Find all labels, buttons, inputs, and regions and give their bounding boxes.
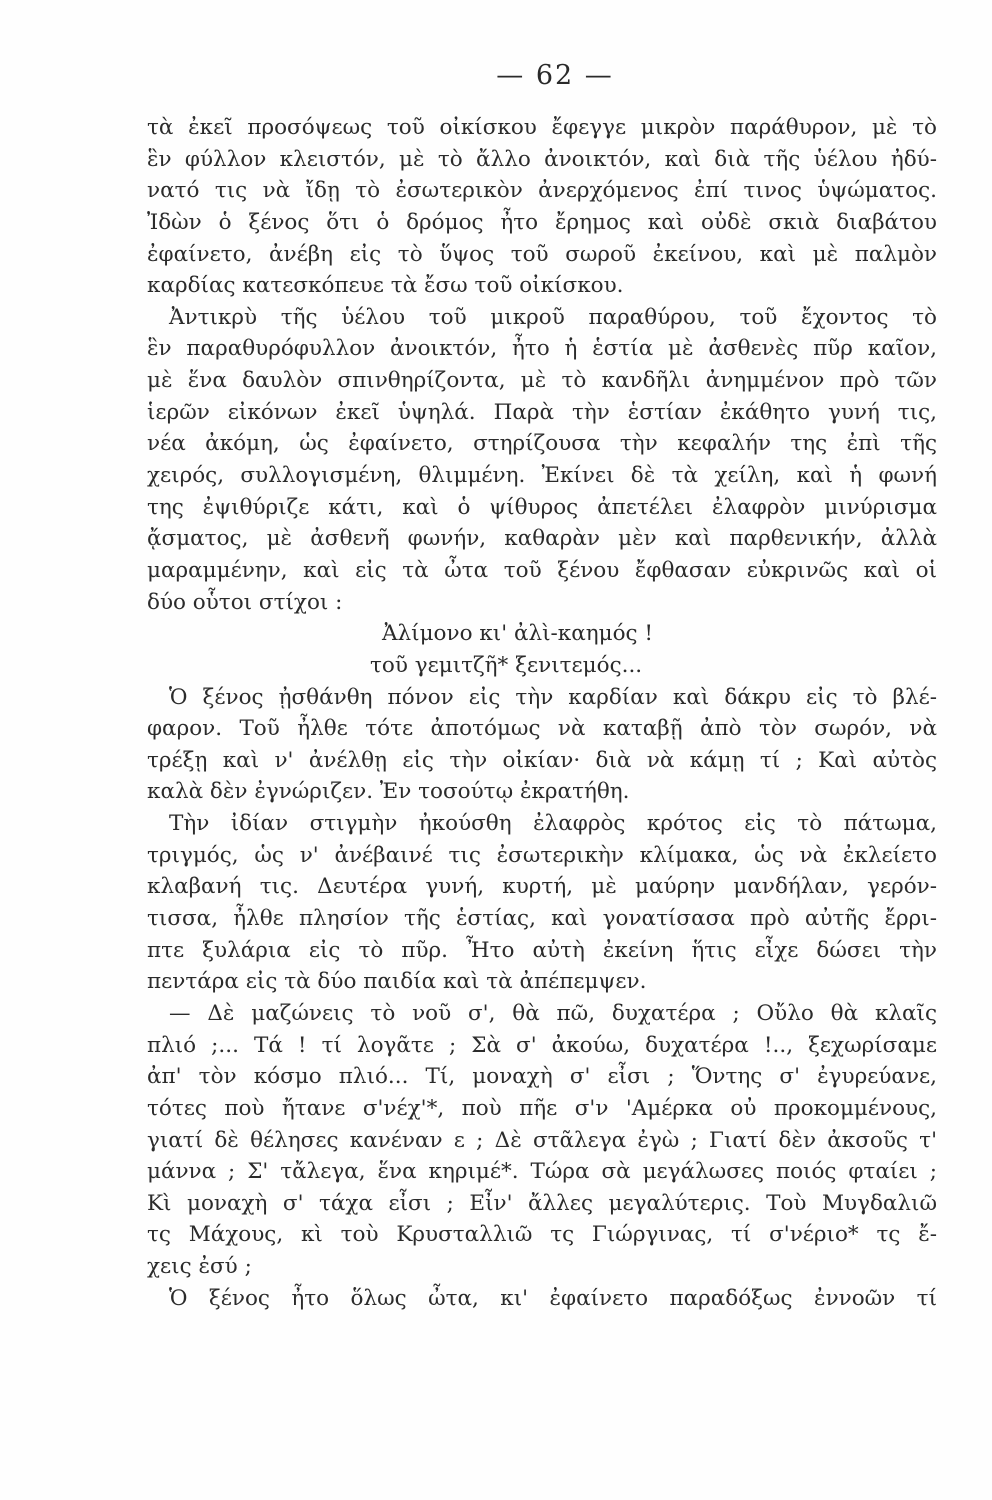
- text-line: μάννα ; Σ' τἄλεγα, ἕνα κηριμέ*. Τώρα σὰ μεγάλωσες ποιός φταίει ;: [147, 1159, 937, 1185]
- text-line: Ἀντικρὺ τῆς ὑέλου τοῦ μικροῦ παραθύρου, τοῦ ἔχοντος τὸ: [169, 304, 937, 330]
- text-line: γιατί δὲ θέλησες κανέναν ε ; Δὲ στᾶλεγα ἐγὼ ; Γιατί δὲν ἀκσοῦς τ': [147, 1127, 937, 1153]
- text-line: τότες ποὺ ἤτανε σ'νέχ'*, ποὺ πῆε σ'ν 'Αμέρκα οὐ προκομμένους,: [147, 1095, 937, 1121]
- text-line: πεντάρα εἰς τὰ δύο παιδία καὶ τὰ ἀπέπεμψεν.: [147, 969, 647, 995]
- text-line: ἱερῶν εἰκόνων ἐκεῖ ὑψηλά. Παρὰ τὴν ἑστίαν ἐκάθητο γυνή τις,: [147, 399, 937, 425]
- text-line: τς Μάχους, κὶ τοὺ Κρυσταλλιῶ τς Γιώργινας, τί σ'νέριο* τς ἔ-: [147, 1222, 937, 1248]
- text-line: Ἰδὼν ὁ ξένος ὅτι ὁ δρόμος ἦτο ἔρημος καὶ οὐδὲ σκιὰ διαβάτου: [147, 209, 937, 235]
- text-line: χειρός, συλλογισμένη, θλιμμένη. Ἐκίνει δὲ τὰ χείλη, καὶ ἡ φωνή: [147, 463, 937, 489]
- text-line: νατό τις νὰ ἴδῃ τὸ ἐσωτερικὸν ἀνερχόμενος ἐπί τινος ὑψώματος.: [147, 178, 937, 204]
- text-line: χεις ἐσύ ;: [147, 1254, 252, 1280]
- body-text: [147, 112, 937, 1314]
- text-line: ἓν παραθυρόφυλλον ἀνοικτόν, ἦτο ἡ ἑστία μὲ ἀσθενὲς πῦρ καῖον,: [147, 336, 937, 362]
- verse-line: τοῦ γεμιτζῆ* ξενιτεμός...: [370, 652, 643, 678]
- text-line: τισσα, ἦλθε πλησίον τῆς ἑστίας, καὶ γονατίσασα πρὸ αὐτῆς ἔρρι-: [147, 906, 937, 932]
- text-line: τὰ ἐκεῖ προσόψεως τοῦ οἰκίσκου ἔφεγγε μικρὸν παράθυρον, μὲ τὸ: [147, 115, 937, 140]
- text-line: κλαβανή τις. Δευτέρα γυνή, κυρτή, μὲ μαύρην μανδήλαν, γερόν-: [147, 874, 937, 900]
- text-line: μαραμμένην, καὶ εἰς τὰ ὦτα τοῦ ξένου ἔφθασαν εὐκρινῶς καὶ οἱ: [147, 557, 937, 583]
- text-line: τριγμός, ὡς ν' ἀνέβαινέ τις ἐσωτερικὴν κλίμακα, ὡς νὰ ἐκλείετο: [147, 842, 937, 868]
- text-line: πτε ξυλάρια εἰς τὸ πῦρ. Ἦτο αὐτὴ ἐκείνη ἥτις εἶχε δώσει τὴν: [147, 937, 937, 963]
- text-line: φαρον. Τοῦ ἦλθε τότε ἀποτόμως νὰ καταβῇ ἀπὸ τὸν σωρόν, νὰ: [147, 716, 937, 742]
- text-line: ἐφαίνετο, ἀνέβη εἰς τὸ ὕψος τοῦ σωροῦ ἐκείνου, καὶ μὲ παλμὸν: [147, 241, 937, 267]
- text-line: Κὶ μοναχὴ σ' τάχα εἶσι ; Εἶν' ἄλλες μεγαλύτερις. Τοὺ Μυγδαλιῶ: [147, 1190, 937, 1216]
- text-line: ἀπ' τὸν κόσμο πλιό... Τί, μοναχὴ σ' εἶσι ; Ὅντης σ' ἐγυρεύανε,: [147, 1064, 937, 1090]
- text-line: καρδίας κατεσκόπευε τὰ ἔσω τοῦ οἰκίσκου.: [147, 273, 624, 299]
- page-number: — 62 —: [496, 60, 614, 91]
- text-line: Ὁ ξένος ἦτο ὅλως ὦτα, κι' ἐφαίνετο παραδόξως ἐννοῶν τί: [169, 1285, 937, 1311]
- text-line: τρέξῃ καὶ ν' ἀνέλθῃ εἰς τὴν οἰκίαν· διὰ νὰ κάμῃ τί ; Καὶ αὐτὸς: [147, 747, 937, 773]
- text-line: μὲ ἕνα δαυλὸν σπινθηρίζοντα, μὲ τὸ κανδῆλι ἀνημμένον πρὸ τῶν: [147, 368, 937, 394]
- text-line: Ὁ ξένος ᾐσθάνθη πόνον εἰς τὴν καρδίαν καὶ δάκρυ εἰς τὸ βλέ-: [169, 684, 937, 710]
- text-line: δύο οὗτοι στίχοι :: [147, 589, 343, 615]
- text-line: ᾄσματος, μὲ ἀσθενῆ φωνήν, καθαρὰν μὲν καὶ παρθενικήν, ἀλλὰ: [147, 526, 937, 552]
- text-line: Τὴν ἰδίαν στιγμὴν ἠκούσθη ἐλαφρὸς κρότος εἰς τὸ πάτωμα,: [169, 811, 937, 837]
- text-line: — Δὲ μαζώνεις τὸ νοῦ σ', θὰ πῶ, δυχατέρα ; Οὔλο θὰ κλαῖς: [169, 1000, 937, 1026]
- text-line: καλὰ δὲν ἐγνώριζεν. Ἐν τοσούτῳ ἐκρατήθη.: [147, 779, 630, 805]
- text-line: της ἐψιθύριζε κάτι, καὶ ὁ ψίθυρος ἀπετέλει ἐλαφρὸν μινύρισμα: [147, 494, 937, 520]
- text-line: νέα ἀκόμη, ὡς ἐφαίνετο, στηρίζουσα τὴν κεφαλήν της ἐπὶ τῆς: [147, 431, 937, 457]
- verse-line: Ἀλίμονο κι' ἀλὶ-καημός !: [382, 621, 654, 647]
- text-line: ἓν φύλλον κλειστόν, μὲ τὸ ἄλλο ἀνοικτόν, καὶ διὰ τῆς ὑέλου ἠδύ-: [147, 146, 937, 172]
- text-line: πλιό ;... Τά ! τί λογᾶτε ; Σὰ σ' ἀκούω, δυχατέρα !.., ξεχωρίσαμε: [147, 1032, 937, 1058]
